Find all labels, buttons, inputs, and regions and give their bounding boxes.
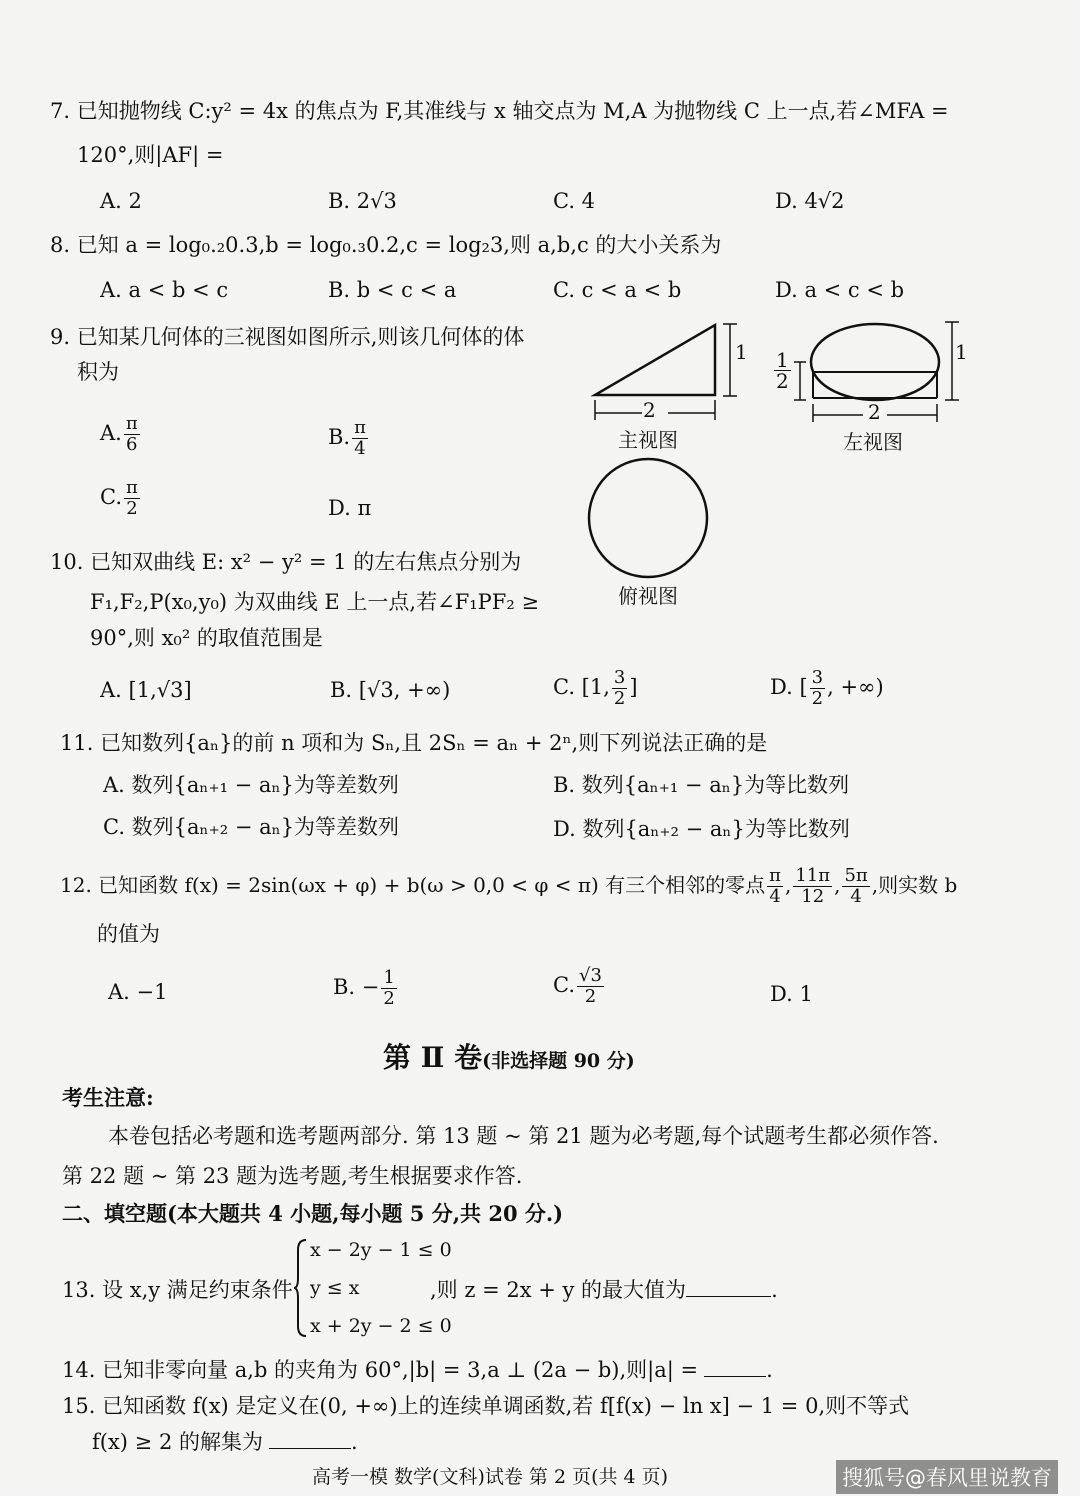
front-view-label: 主视图: [618, 428, 678, 452]
q13-constraint-1: x − 2y − 1 ≤ 0: [310, 1239, 452, 1261]
q9-line2: 积为: [77, 360, 119, 384]
q13-answer-blank[interactable]: [686, 1296, 771, 1297]
q13-post: ,则 z = 2x + y 的最大值为 .: [430, 1278, 778, 1302]
q10-line3: 90°,则 x₀² 的取值范围是: [90, 626, 323, 650]
q10-line1: 10. 已知双曲线 E: x² − y² = 1 的左右焦点分别为: [50, 550, 522, 574]
q12-line2: 的值为: [97, 922, 160, 946]
top-view-label: 俯视图: [618, 584, 678, 608]
notice-line2: 第 22 题 ~ 第 23 题为选考题,考生根据要求作答.: [62, 1164, 523, 1188]
q11-option-a: A. 数列{aₙ₊₁ − aₙ}为等差数列: [103, 773, 399, 797]
q12-option-c: C. $\frac{√3}{2}$: [553, 965, 602, 1007]
q13-constraint-3: x + 2y − 2 ≤ 0: [310, 1315, 452, 1337]
q15-line1: 15. 已知函数 f(x) 是定义在(0, +∞)上的连续单调函数,若 f[f(x) − ln x] − 1 = 0,则不等式: [62, 1394, 910, 1418]
q7-line2: 120°,则|AF| =: [77, 143, 224, 167]
q7-line1: 7. 已知抛物线 C:y² = 4x 的焦点为 F,其准线与 x 轴交点为 M,A 为抛物线 C 上一点,若∠MFA =: [50, 99, 949, 123]
q11-line1: 11. 已知数列{aₙ}的前 n 项和为 Sₙ,且 2Sₙ = aₙ + 2ⁿ,则下列说法正确的是: [60, 731, 768, 755]
q11-option-c: C. 数列{aₙ₊₂ − aₙ}为等差数列: [103, 815, 400, 839]
q7-option-c: C. 4: [553, 189, 596, 213]
q8-option-a: A. a < b < c: [100, 278, 229, 302]
fill-in-heading: 二、填空题(本大题共 4 小题,每小题 5 分,共 20 分.): [62, 1201, 564, 1226]
q11-option-b: B. 数列{aₙ₊₁ − aₙ}为等比数列: [553, 773, 850, 797]
front-view: [595, 324, 737, 420]
q8-option-d: D. a < c < b: [775, 278, 905, 302]
q9-line1: 9. 已知某几何体的三视图如图所示,则该几何体的体: [50, 325, 525, 349]
front-dim-1: 1: [735, 340, 748, 364]
q15-answer-blank[interactable]: [269, 1448, 351, 1449]
q10-option-b: B. [√3, +∞): [330, 678, 451, 702]
q15-line2: f(x) ≥ 2 的解集为 .: [92, 1430, 358, 1454]
q12-option-d: D. 1: [770, 982, 813, 1006]
section-title: 第 Ⅱ 卷(非选择题 90 分): [383, 1041, 635, 1074]
q8-line1: 8. 已知 a = log₀.₂0.3,b = log₀.₃0.2,c = log₂3,则 a,b,c 的大小关系为: [50, 233, 722, 257]
q10-line2: F₁,F₂,P(x₀,y₀) 为双曲线 E 上一点,若∠F₁PF₂ ≥: [90, 590, 540, 614]
q11-option-d: D. 数列{aₙ₊₂ − aₙ}为等比数列: [553, 817, 850, 841]
q9-option-b: B. $\frac{\pi}{4}$: [328, 417, 366, 459]
q13-pre: 13. 设 x,y 满足约束条件: [62, 1278, 293, 1302]
left-view-label: 左视图: [843, 430, 903, 454]
q14-answer-blank[interactable]: [704, 1376, 766, 1377]
watermark: 搜狐号@春风里说教育: [836, 1460, 1058, 1494]
q7-option-b: B. 2√3: [328, 189, 397, 213]
q10-option-c: C. [1, $\frac{3}{2}$ ]: [553, 667, 638, 709]
q7-option-a: A. 2: [100, 189, 142, 213]
q10-option-d: D. [ $\frac{3}{2}$ , +∞): [770, 667, 884, 709]
q7-option-d: D. 4√2: [775, 189, 845, 213]
q9-option-c: C. $\frac{\pi}{2}$: [100, 477, 138, 519]
notice-heading: 考生注意:: [62, 1085, 154, 1110]
q12-option-a: A. −1: [108, 980, 168, 1004]
front-dim-2: 2: [643, 398, 656, 422]
q10-option-a: A. [1,√3]: [100, 678, 192, 702]
left-dim-1: 1: [955, 340, 968, 364]
left-dim-half: $\frac{1}{2}$: [776, 348, 789, 393]
left-dim-2: 2: [868, 400, 881, 424]
q13-constraint-2: y ≤ x: [310, 1277, 360, 1299]
page-footer: 高考一模 数学(文科)试卷 第 2 页(共 4 页): [312, 1466, 669, 1488]
q8-option-c: C. c < a < b: [553, 278, 682, 302]
q9-option-d: D. π: [328, 496, 372, 520]
top-view: [589, 459, 707, 577]
q14-line: 14. 已知非零向量 a,b 的夹角为 60°,|b| = 3,a ⊥ (2a − b),则|a| = .: [62, 1358, 773, 1382]
notice-line1: 本卷包括必考题和选考题两部分. 第 13 题 ~ 第 21 题为必考题,每个试题考生都必须作答.: [108, 1124, 939, 1148]
q12-option-b: B. − $\frac{1}{2}$: [333, 967, 395, 1009]
q9-option-a: A. $\frac{\pi}{6}$: [100, 413, 138, 455]
q8-option-b: B. b < c < a: [328, 278, 457, 302]
constraint-brace: [294, 1238, 308, 1338]
q12-line1: 12. 已知函数 f(x) = 2sin(ωx + φ) + b(ω > 0,0 < φ < π) 有三个相邻的零点 $\frac{\pi}{4}$ , $\frac{11\pi}{12}$ , $\frac{5\pi}{4}$ ,则实数 b: [60, 865, 958, 907]
